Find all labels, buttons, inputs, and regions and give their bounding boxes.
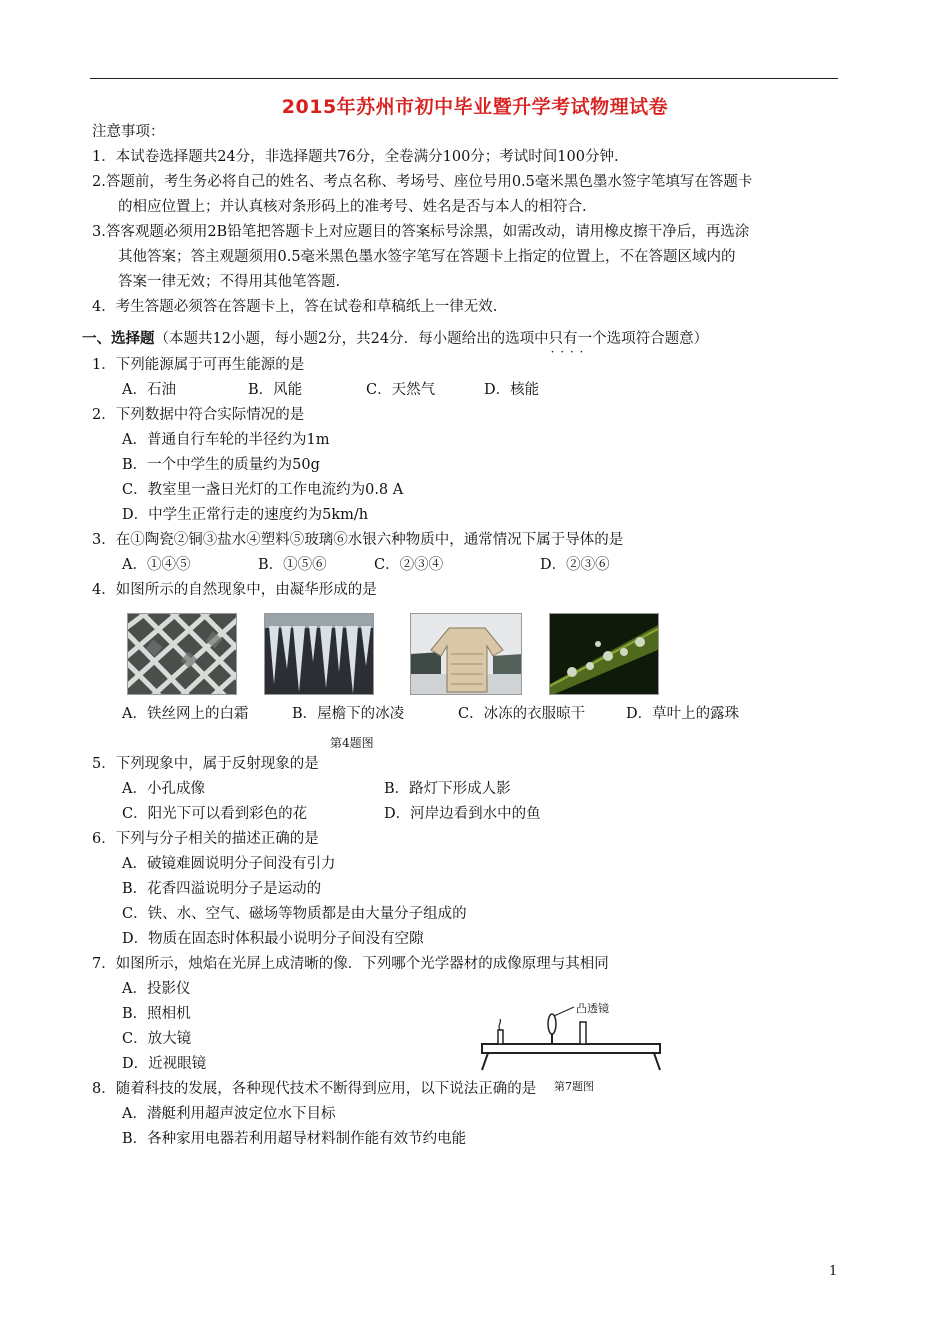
header-rule (90, 78, 838, 79)
section-desc-emphasis: 只有一个 · · · · (549, 331, 607, 347)
q6-option-d: D．物质在固态时体积最小说明分子间没有空隙 (122, 931, 424, 947)
q6-option-c: C．铁、水、空气、磁场等物质都是由大量分子组成的 (122, 906, 467, 922)
q8-stem: 8．随着科技的发展，各种现代技术不断得到应用，以下说法正确的是 (92, 1081, 537, 1097)
frozen-clothes-image (410, 613, 522, 695)
q2-option-d: D．中学生正常行走的速度约为5km/h (122, 507, 369, 523)
frost-on-wire-mesh-image (127, 613, 237, 695)
page-number: 1 (829, 1264, 838, 1279)
q1-stem: 1．下列能源属于可再生能源的是 (92, 357, 305, 373)
notice-item-4: 4．考生答题必须答在答题卡上，答在试卷和草稿纸上一律无效. (92, 299, 498, 315)
q6-option-b: B．花香四溢说明分子是运动的 (122, 881, 322, 897)
q7-lens-label: 凸透镜 (576, 1002, 609, 1015)
notice-item-1: 1．本试卷选择题共24分，非选择题共76分，全卷满分100分；考试时间100分钟. (92, 149, 619, 165)
q1-option-d: D．核能 (484, 382, 540, 398)
q8-option-b: B．各种家用电器若利用超导材料制作能有效节约电能 (122, 1131, 467, 1147)
notice-heading: 注意事项： (92, 124, 165, 140)
notice-item-3: 3.答客观题必须用2B铅笔把答题卡上对应题目的答案标号涂黑，如需改动，请用橡皮擦干净后，再选涂 (92, 224, 750, 240)
q4-option-a: A．铁丝网上的白霜 (122, 706, 249, 722)
q3-option-c: C．②③④ (374, 557, 444, 573)
q3-option-b: B．①⑤⑥ (258, 557, 327, 573)
q4-figure-caption: 第4题图 (330, 736, 374, 750)
q5-option-b: B．路灯下形成人影 (384, 781, 511, 797)
q5-option-a: A．小孔成像 (122, 781, 205, 797)
q5-option-c: C．阳光下可以看到彩色的花 (122, 806, 308, 822)
q4-option-b: B．屋檐下的冰凌 (292, 706, 405, 722)
q8-option-a: A．潜艇利用超声波定位水下目标 (122, 1106, 336, 1122)
section-desc-b: 选项符合题意） (606, 331, 709, 347)
q6-option-a: A．破镜难圆说明分子间没有引力 (122, 856, 336, 872)
q2-option-c: C．教室里一盏日光灯的工作电流约为0.8 A (122, 482, 404, 498)
q3-option-a: A．①④⑤ (122, 557, 191, 573)
q3-option-d: D．②③⑥ (540, 557, 610, 573)
q4-option-d: D．草叶上的露珠 (626, 706, 740, 722)
q7-figure-caption: 第7题图 (554, 1080, 594, 1093)
q6-stem: 6．下列与分子相关的描述正确的是 (92, 831, 319, 847)
q3-stem: 3．在①陶瓷②铜③盐水④塑料⑤玻璃⑥水银六种物质中，通常情况下属于导体的是 (92, 532, 624, 548)
q7-option-c: C．放大镜 (122, 1031, 192, 1047)
q1-option-c: C．天然气 (366, 382, 436, 398)
q2-stem: 2．下列数据中符合实际情况的是 (92, 407, 305, 423)
q4-option-c: C．冰冻的衣服晾干 (458, 706, 586, 722)
section-desc-a: （本题共12小题，每小题2分，共24分．每小题给出的选项中 (154, 331, 549, 347)
q2-option-a: A．普通自行车轮的半径约为1m (122, 432, 330, 448)
notice-item-3-cont1: 其他答案；答主观题须用0.5毫米黑色墨水签字笔写在答题卡上指定的位置上，不在答题区域内的 (118, 249, 736, 265)
section-label: 一、选择题 (82, 331, 155, 347)
q7-option-d: D．近视眼镜 (122, 1056, 207, 1072)
notice-item-2: 2.答题前，考生务必将自己的姓名、考点名称、考场号、座位号用0.5毫米黑色墨水签字笔填写在答题卡 (92, 174, 753, 190)
q5-option-d: D．河岸边看到水中的鱼 (384, 806, 541, 822)
q1-option-b: B．风能 (248, 382, 303, 398)
page-title: 2015年苏州市初中毕业暨升学考试物理试卷 (281, 96, 669, 118)
dewdrops-on-leaf-image (549, 613, 659, 695)
notice-item-3-cont2: 答案一律无效；不得用其他笔答题. (118, 274, 341, 290)
q7-option-b: B．照相机 (122, 1006, 191, 1022)
q1-option-a: A．石油 (122, 382, 176, 398)
q5-stem: 5．下列现象中，属于反射现象的是 (92, 756, 319, 772)
q7-option-a: A．投影仪 (122, 981, 191, 997)
q2-option-b: B．一个中学生的质量约为50g (122, 457, 320, 473)
q7-optical-bench-figure (478, 998, 668, 1074)
icicles-image (264, 613, 374, 695)
q7-stem: 7．如图所示，烛焰在光屏上成清晰的像．下列哪个光学器材的成像原理与其相同 (92, 956, 609, 972)
section-header (82, 329, 708, 349)
q4-stem: 4．如图所示的自然现象中，由凝华形成的是 (92, 582, 377, 598)
notice-item-2-cont: 的相应位置上；并认真核对条形码上的准考号、姓名是否与本人的相符合. (118, 199, 587, 215)
